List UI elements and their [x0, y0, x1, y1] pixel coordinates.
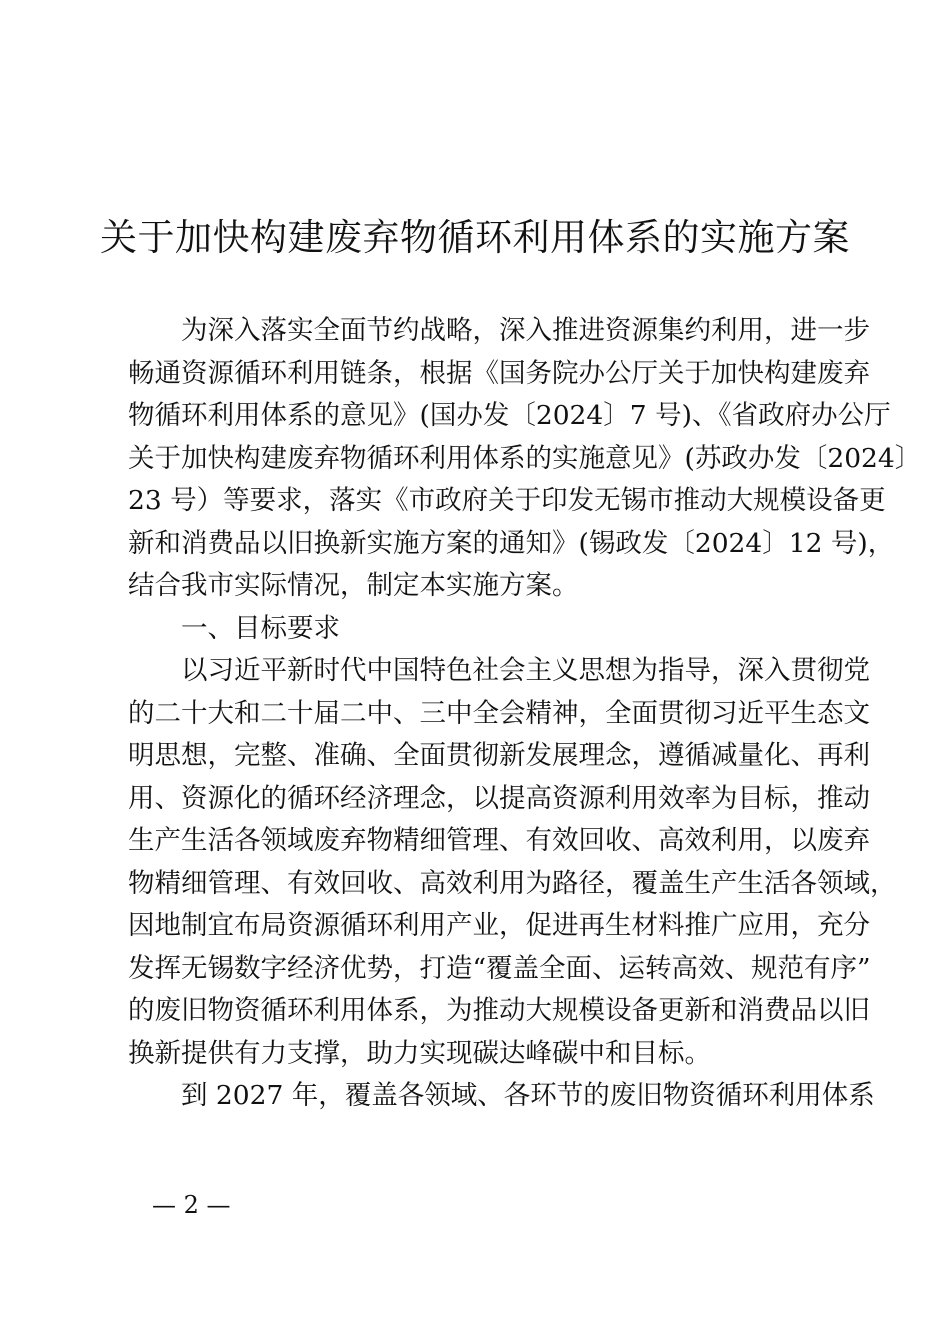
page-number: — 2 —	[152, 1191, 231, 1219]
paragraph-3-line-1: 到 2027 年，覆盖各领域、各环节的废旧物资循环利用体系	[181, 1080, 875, 1111]
paragraph-2-line-7: 因地制宜布局资源循环利用产业，促进再生材料推广应用，充分	[128, 910, 870, 941]
paragraph-1-line-2: 畅通资源循环利用链条，根据《国务院办公厅关于加快构建废弃	[128, 357, 870, 389]
paragraph-2-line-3: 明思想，完整、准确、全面贯彻新发展理念，遵循减量化、再利	[128, 740, 870, 771]
paragraph-2-line-10: 换新提供有力支撑，助力实现碳达峰碳中和目标。	[128, 1037, 711, 1069]
paragraph-1-line-7: 结合我市实际情况，制定本实施方案。	[128, 570, 579, 601]
paragraph-2-line-1: 以习近平新时代中国特色社会主义思想为指导，深入贯彻党	[181, 655, 870, 686]
paragraph-2-line-4: 用、资源化的循环经济理念，以提高资源利用效率为目标，推动	[128, 782, 870, 814]
paragraph-1-line-6: 新和消费品以旧换新实施方案的通知》(锡政发〔2024〕12 号)，	[128, 527, 895, 559]
document-title: 关于加快构建废弃物循环利用体系的实施方案	[100, 216, 850, 259]
paragraph-1-line-4: 关于加快构建废弃物循环利用体系的实施意见》(苏政办发〔2024〕	[128, 442, 922, 474]
paragraph-2-line-6: 物精细管理、有效回收、高效利用为路径，覆盖生产生活各领域，	[128, 867, 897, 899]
paragraph-2-line-2: 的二十大和二十届二中、三中全会精神，全面贯彻习近平生态文	[128, 697, 870, 729]
paragraph-2-line-9: 的废旧物资循环利用体系，为推动大规模设备更新和消费品以旧	[128, 995, 870, 1026]
paragraph-1-line-5: 23 号）等要求，落实《市政府关于印发无锡市推动大规模设备更	[128, 485, 886, 516]
paragraph-2-line-5: 生产生活各领域废弃物精细管理、有效回收、高效利用，以废弃	[128, 825, 870, 856]
section-heading-goals: 一、目标要求	[181, 612, 340, 644]
paragraph-2-line-8: 发挥无锡数字经济优势，打造“覆盖全面、运转高效、规范有序”	[128, 952, 871, 984]
document-body	[128, 310, 922, 1118]
paragraph-1-line-1: 为深入落实全面节约战略，深入推进资源集约利用，进一步	[181, 315, 870, 346]
paragraph-1-line-3: 物循环利用体系的意见》(国办发〔2024〕7 号)、《省政府办公厅	[128, 400, 891, 431]
